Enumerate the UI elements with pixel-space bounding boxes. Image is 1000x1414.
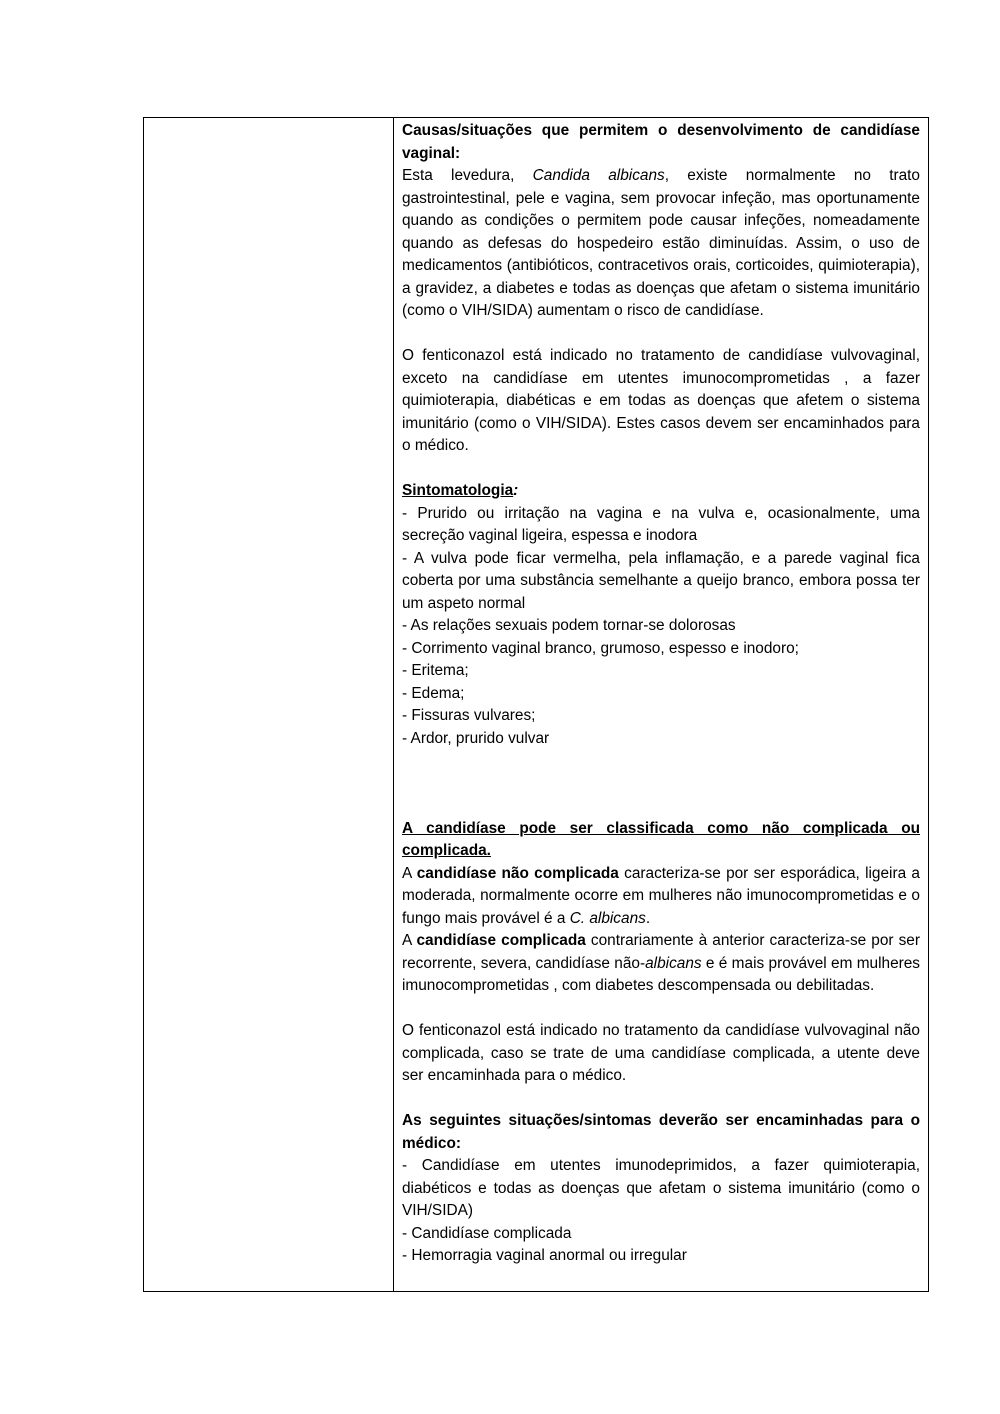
classificacao-heading: A candidíase pode ser classificada como não complicada ou complicada. [402,819,920,859]
list-item: - Eritema; [402,662,469,679]
fenticonazol-classificacao-paragraph: O fenticonazol está indicado no tratamento da candidíase vulvovaginal não complicada, caso se trate de uma candidíase complicada, a utente deve ser encaminhada para o médico. [402,1022,920,1084]
list-item: - Candidíase em utentes imunodeprimidos, a fazer quimioterapia, diabéticos e todas as doenças que afetam o sistema imunitário (como o VIH/SIDA) [402,1157,920,1219]
content-table [143,117,929,1292]
nao-complicada-paragraph: A candidíase não complicada caracteriza-se por ser esporádica, ligeira a moderada, normalmente ocorre em mulheres não imunocomprometidas e o fungo mais provável é a C. albicans. [402,864,920,927]
list-item: - Hemorragia vaginal anormal ou irregular [402,1247,687,1264]
encaminhamento-heading: As seguintes situações/sintomas deverão ser encaminhadas para o médico: [402,1112,920,1152]
species-name: Candida albicans [532,167,665,184]
table-left-cell [144,118,394,1291]
list-item: - Edema; [402,684,465,702]
causas-paragraph: Esta levedura, Candida albicans, existe normalmente no trato gastrointestinal, pele e vagina, sem provocar infeção, mas oportunamente quando as condições o permitem pode causar infeções, nomeadamente quando as defesas do hospedeiro estão diminuídas. Assim, o uso de medicamentos (antibióticos, contracetivos orais, corticoides, quimioterapia), a gravidez, a diabetes e todas as doenças que afetam o sistema imunitário (como o VIH/SIDA) aumentam o risco de candidíase. [402,167,920,319]
list-item: - Corrimento vaginal branco, grumoso, espesso e inodoro; [402,639,799,657]
table-right-cell [394,118,928,1291]
complicada-paragraph: A candidíase complicada contrariamente à anterior caracteriza-se por ser recorrente, severa, candidíase não-albicans e é mais provável em mulheres imunocomprometidas , com diabetes descompensada ou debilitadas. [402,932,921,994]
list-item: - Fissuras vulvares; [402,707,536,724]
list-item: - Ardor, prurido vulvar [402,729,550,747]
list-item: - Prurido ou irritação na vagina e na vulva e, ocasionalmente, uma secreção vaginal ligeira, espessa e inodora [402,504,920,544]
fenticonazol-indication-paragraph: O fenticonazol está indicado no tratamento de candidíase vulvovaginal, exceto na candidíase em utentes imunocomprometidas , a fazer quimioterapia, diabéticas e em todas as doenças que afetem o sistema imunitário (como o VIH/SIDA). Estes casos devem ser encaminhados para o médico. [402,347,920,454]
causas-heading: Causas/situações que permitem o desenvolvimento de candidíase vaginal: [402,122,920,162]
list-item: - A vulva pode ficar vermelha, pela inflamação, e a parede vaginal fica coberta por uma substância semelhante a queijo branco, embora possa ter um aspeto normal [402,549,920,612]
list-item: - As relações sexuais podem tornar-se dolorosas [402,617,736,634]
sintomatologia-heading: Sintomatologia: [402,482,519,499]
list-item: - Candidíase complicada [402,1224,572,1242]
